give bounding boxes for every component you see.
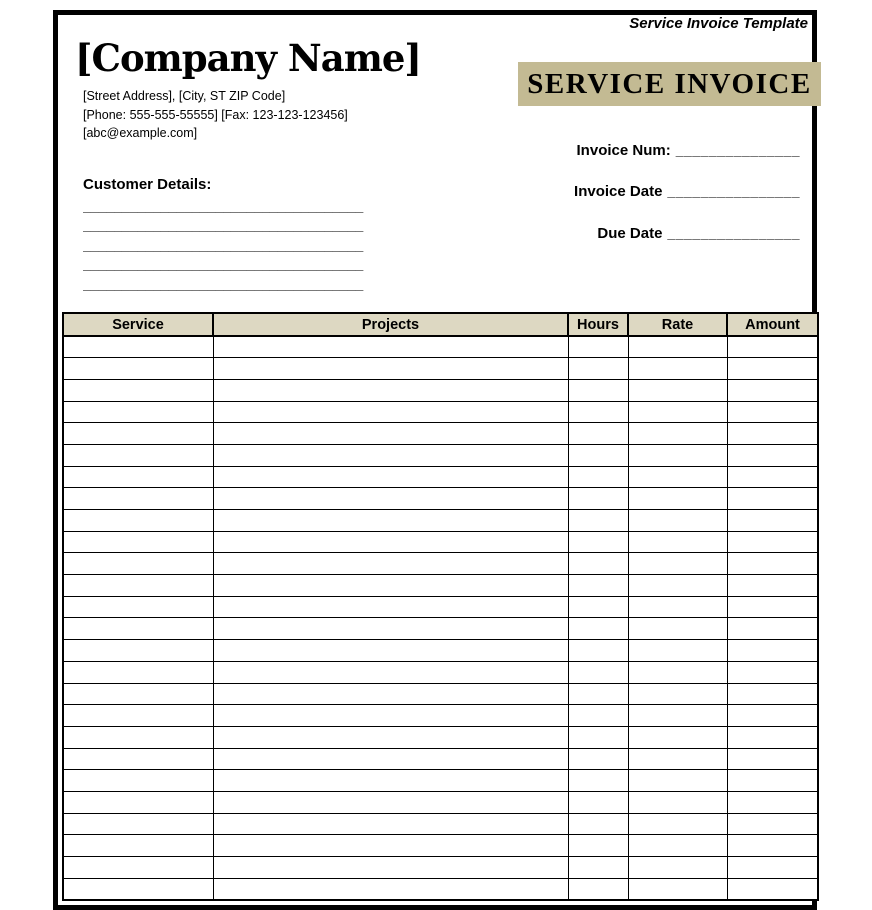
table-cell-service[interactable] <box>63 878 213 900</box>
table-cell-projects[interactable] <box>213 466 568 488</box>
table-row <box>63 813 818 835</box>
table-cell-rate[interactable] <box>628 878 727 900</box>
due-date-field <box>597 225 800 242</box>
table-cell-projects[interactable] <box>213 531 568 553</box>
table-cell-service[interactable] <box>63 575 213 597</box>
table-cell-hours[interactable] <box>568 401 628 423</box>
table-cell-service[interactable] <box>63 705 213 727</box>
table-cell-projects[interactable] <box>213 618 568 640</box>
company-address: [Street Address], [City, ST ZIP Code] <box>83 89 286 103</box>
table-cell-rate[interactable] <box>628 444 727 466</box>
customer-blank-lines <box>83 197 369 294</box>
page-title: Service Invoice Template <box>629 15 808 32</box>
table-cell-service[interactable] <box>63 336 213 358</box>
table-cell-projects[interactable] <box>213 358 568 380</box>
table-cell-service[interactable] <box>63 770 213 792</box>
table-cell-hours[interactable] <box>568 575 628 597</box>
table-cell-rate[interactable] <box>628 575 727 597</box>
table-cell-service[interactable] <box>63 379 213 401</box>
service-invoice-banner: SERVICE INVOICE <box>518 62 821 106</box>
table-cell-rate[interactable] <box>628 336 727 358</box>
table-cell-rate[interactable] <box>628 791 727 813</box>
table-row <box>63 618 818 640</box>
invoice-date-field <box>574 183 800 200</box>
table-row <box>63 835 818 857</box>
table-row <box>63 878 818 900</box>
table-cell-hours[interactable] <box>568 857 628 879</box>
table-cell-service[interactable] <box>63 423 213 445</box>
table-cell-hours[interactable] <box>568 683 628 705</box>
table-cell-hours[interactable] <box>568 488 628 510</box>
table-row <box>63 466 818 488</box>
table-cell-rate[interactable] <box>628 835 727 857</box>
table-cell-service[interactable] <box>63 857 213 879</box>
table-cell-hours[interactable] <box>568 466 628 488</box>
table-cell-projects[interactable] <box>213 683 568 705</box>
table-cell-amount[interactable] <box>727 748 818 770</box>
table-row <box>63 857 818 879</box>
col-header-hours: Hours <box>568 313 628 336</box>
table-cell-amount[interactable] <box>727 640 818 662</box>
col-header-service: Service <box>63 313 213 336</box>
table-cell-service[interactable] <box>63 488 213 510</box>
table-cell-amount[interactable] <box>727 336 818 358</box>
table-cell-hours[interactable] <box>568 336 628 358</box>
table-row <box>63 596 818 618</box>
table-cell-amount[interactable] <box>727 596 818 618</box>
customer-blank-line-4[interactable]: ____________________________________ <box>83 256 364 273</box>
table-row <box>63 705 818 727</box>
table-row <box>63 336 818 358</box>
table-cell-rate[interactable] <box>628 596 727 618</box>
table-row <box>63 748 818 770</box>
table-cell-amount[interactable] <box>727 791 818 813</box>
table-cell-projects[interactable] <box>213 791 568 813</box>
table-cell-projects[interactable] <box>213 423 568 445</box>
table-cell-hours[interactable] <box>568 791 628 813</box>
table-cell-projects[interactable] <box>213 444 568 466</box>
customer-details-label: Customer Details: <box>83 176 212 193</box>
table-cell-amount[interactable] <box>727 683 818 705</box>
table-cell-amount[interactable] <box>727 423 818 445</box>
table-cell-amount[interactable] <box>727 488 818 510</box>
table-cell-rate[interactable] <box>628 748 727 770</box>
table-cell-amount[interactable] <box>727 575 818 597</box>
invoice-table <box>62 312 819 901</box>
table-cell-service[interactable] <box>63 813 213 835</box>
table-cell-hours[interactable] <box>568 510 628 532</box>
table-cell-projects[interactable] <box>213 661 568 683</box>
table-cell-projects[interactable] <box>213 835 568 857</box>
table-cell-rate[interactable] <box>628 661 727 683</box>
table-cell-hours[interactable] <box>568 596 628 618</box>
table-cell-amount[interactable] <box>727 878 818 900</box>
table-cell-service[interactable] <box>63 466 213 488</box>
table-cell-hours[interactable] <box>568 444 628 466</box>
table-cell-hours[interactable] <box>568 379 628 401</box>
table-cell-rate[interactable] <box>628 705 727 727</box>
table-cell-rate[interactable] <box>628 358 727 380</box>
table-cell-rate[interactable] <box>628 857 727 879</box>
table-cell-hours[interactable] <box>568 705 628 727</box>
invoice-table-body <box>63 336 818 900</box>
table-cell-service[interactable] <box>63 640 213 662</box>
company-contact-lines <box>83 87 421 143</box>
table-cell-service[interactable] <box>63 510 213 532</box>
table-cell-projects[interactable] <box>213 510 568 532</box>
table-cell-amount[interactable] <box>727 661 818 683</box>
table-cell-projects[interactable] <box>213 748 568 770</box>
invoice-date-blank[interactable]: ________________ <box>667 183 800 199</box>
table-cell-amount[interactable] <box>727 444 818 466</box>
table-cell-amount[interactable] <box>727 358 818 380</box>
customer-details-block <box>83 175 369 294</box>
table-cell-service[interactable] <box>63 401 213 423</box>
table-cell-service[interactable] <box>63 596 213 618</box>
table-cell-service[interactable] <box>63 661 213 683</box>
table-cell-amount[interactable] <box>727 857 818 879</box>
table-header-row <box>63 313 818 336</box>
customer-blank-line-2[interactable]: ____________________________________ <box>83 217 364 234</box>
table-cell-service[interactable] <box>63 553 213 575</box>
invoice-date-label: Invoice Date <box>574 183 663 200</box>
table-cell-amount[interactable] <box>727 618 818 640</box>
table-cell-hours[interactable] <box>568 618 628 640</box>
table-cell-hours[interactable] <box>568 770 628 792</box>
table-row <box>63 661 818 683</box>
table-cell-amount[interactable] <box>727 531 818 553</box>
table-cell-service[interactable] <box>63 748 213 770</box>
table-cell-projects[interactable] <box>213 770 568 792</box>
table-row <box>63 575 818 597</box>
table-cell-rate[interactable] <box>628 683 727 705</box>
table-cell-projects[interactable] <box>213 857 568 879</box>
table-cell-amount[interactable] <box>727 813 818 835</box>
table-cell-projects[interactable] <box>213 553 568 575</box>
table-cell-rate[interactable] <box>628 466 727 488</box>
table-cell-rate[interactable] <box>628 813 727 835</box>
table-cell-amount[interactable] <box>727 466 818 488</box>
table-cell-service[interactable] <box>63 358 213 380</box>
table-cell-hours[interactable] <box>568 835 628 857</box>
table-cell-projects[interactable] <box>213 379 568 401</box>
table-cell-service[interactable] <box>63 726 213 748</box>
table-cell-rate[interactable] <box>628 726 727 748</box>
due-date-blank[interactable]: ________________ <box>667 225 800 241</box>
customer-blank-line-1[interactable]: ____________________________________ <box>83 198 364 214</box>
table-cell-projects[interactable] <box>213 640 568 662</box>
table-cell-amount[interactable] <box>727 835 818 857</box>
table-row <box>63 510 818 532</box>
company-name: [Company Name] <box>75 36 421 80</box>
due-date-label: Due Date <box>597 225 663 242</box>
table-row <box>63 444 818 466</box>
table-cell-service[interactable] <box>63 444 213 466</box>
table-cell-rate[interactable] <box>628 510 727 532</box>
table-cell-amount[interactable] <box>727 510 818 532</box>
table-cell-projects[interactable] <box>213 878 568 900</box>
table-cell-hours[interactable] <box>568 531 628 553</box>
table-row <box>63 358 818 380</box>
invoice-number-label: Invoice Num: <box>576 142 671 159</box>
table-cell-amount[interactable] <box>727 705 818 727</box>
customer-blank-line-5[interactable]: ____________________________________ <box>83 275 364 292</box>
table-cell-rate[interactable] <box>628 770 727 792</box>
company-block <box>75 35 421 143</box>
table-cell-service[interactable] <box>63 791 213 813</box>
table-cell-projects[interactable] <box>213 575 568 597</box>
table-cell-projects[interactable] <box>213 726 568 748</box>
table-cell-rate[interactable] <box>628 618 727 640</box>
table-cell-service[interactable] <box>63 531 213 553</box>
table-cell-projects[interactable] <box>213 705 568 727</box>
table-cell-hours[interactable] <box>568 640 628 662</box>
col-header-rate: Rate <box>628 313 727 336</box>
table-cell-projects[interactable] <box>213 336 568 358</box>
table-cell-service[interactable] <box>63 835 213 857</box>
table-cell-hours[interactable] <box>568 553 628 575</box>
invoice-page <box>53 10 817 910</box>
table-cell-hours[interactable] <box>568 423 628 445</box>
table-cell-projects[interactable] <box>213 488 568 510</box>
table-cell-rate[interactable] <box>628 553 727 575</box>
table-cell-amount[interactable] <box>727 401 818 423</box>
table-cell-amount[interactable] <box>727 770 818 792</box>
table-cell-hours[interactable] <box>568 661 628 683</box>
table-cell-rate[interactable] <box>628 488 727 510</box>
table-cell-rate[interactable] <box>628 423 727 445</box>
table-row <box>63 553 818 575</box>
table-row <box>63 531 818 553</box>
company-email: [abc@example.com] <box>83 126 198 140</box>
col-header-amount: Amount <box>727 313 818 336</box>
table-row <box>63 379 818 401</box>
table-row <box>63 488 818 510</box>
table-cell-hours[interactable] <box>568 358 628 380</box>
table-cell-rate[interactable] <box>628 531 727 553</box>
table-cell-hours[interactable] <box>568 813 628 835</box>
invoice-number-blank[interactable]: _______________ <box>675 142 800 158</box>
table-cell-projects[interactable] <box>213 401 568 423</box>
table-cell-hours[interactable] <box>568 878 628 900</box>
table-cell-projects[interactable] <box>213 813 568 835</box>
table-row <box>63 401 818 423</box>
company-phone-fax: [Phone: 555-555-55555] [Fax: 123-123-123456] <box>83 107 348 122</box>
table-cell-amount[interactable] <box>727 379 818 401</box>
table-row <box>63 791 818 813</box>
table-cell-hours[interactable] <box>568 748 628 770</box>
table-cell-rate[interactable] <box>628 401 727 423</box>
table-cell-projects[interactable] <box>213 596 568 618</box>
customer-blank-line-3[interactable]: ____________________________________ <box>83 236 364 253</box>
table-row <box>63 423 818 445</box>
table-row <box>63 726 818 748</box>
col-header-projects: Projects <box>213 313 568 336</box>
table-row <box>63 640 818 662</box>
table-cell-amount[interactable] <box>727 726 818 748</box>
invoice-number-field <box>577 142 800 159</box>
table-cell-service[interactable] <box>63 683 213 705</box>
table-row <box>63 770 818 792</box>
table-cell-service[interactable] <box>63 618 213 640</box>
table-cell-hours[interactable] <box>568 726 628 748</box>
table-cell-rate[interactable] <box>628 379 727 401</box>
table-cell-amount[interactable] <box>727 553 818 575</box>
table-row <box>63 683 818 705</box>
table-cell-rate[interactable] <box>628 640 727 662</box>
